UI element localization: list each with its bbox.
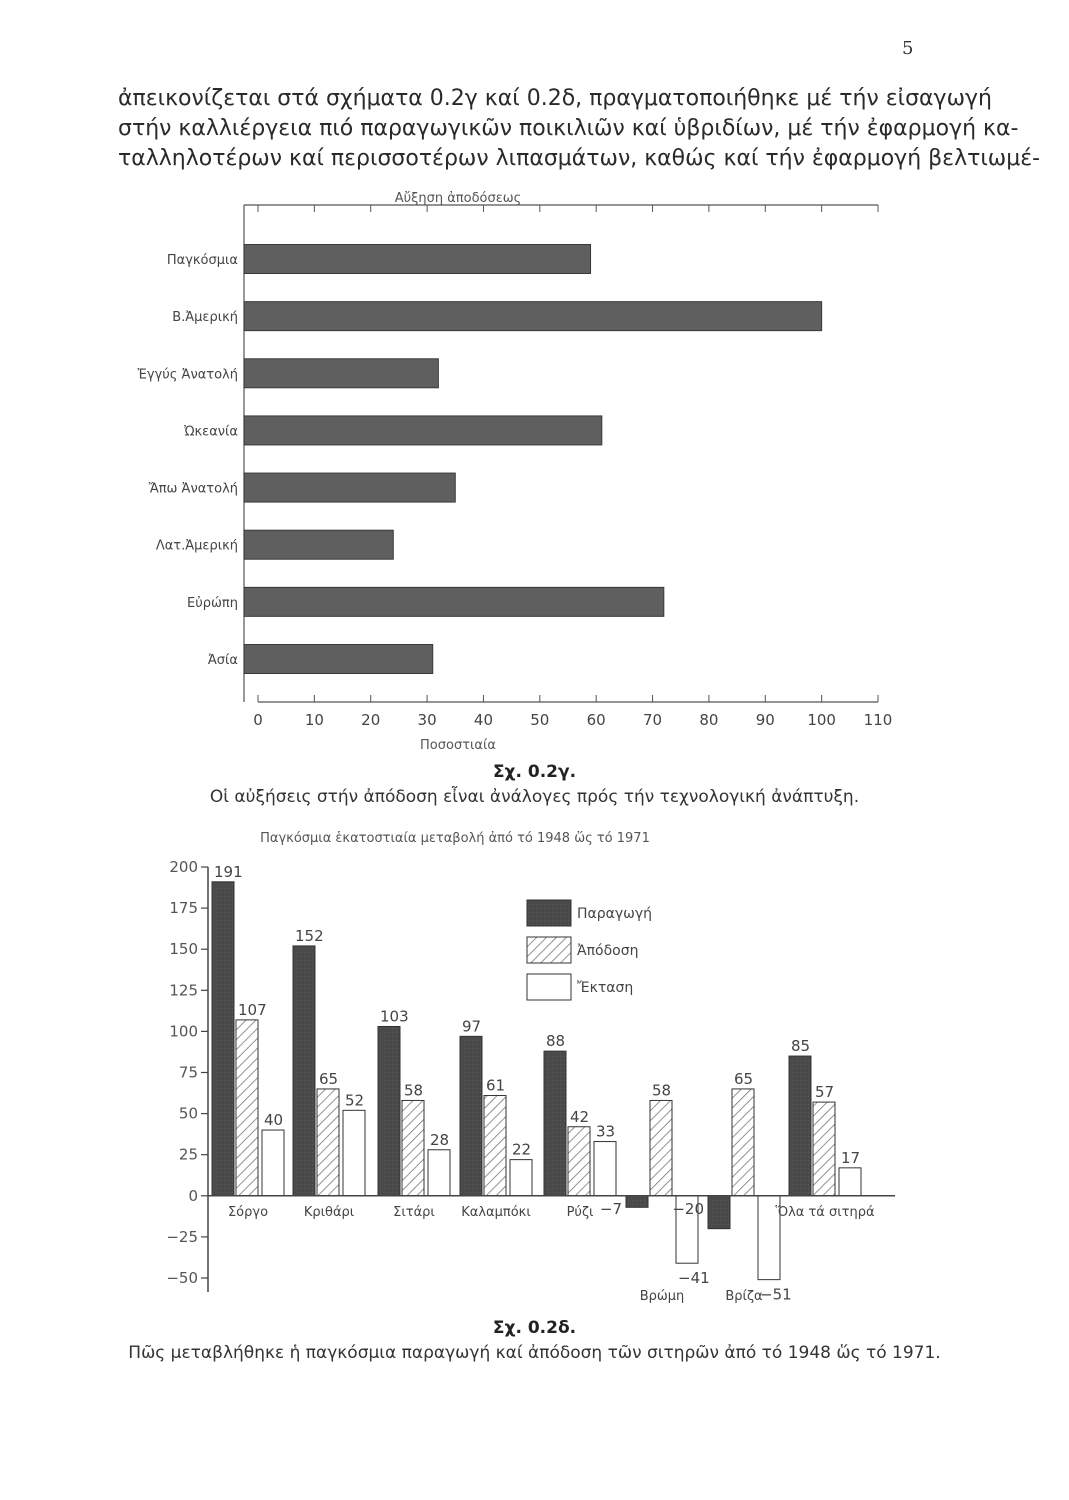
chart2-bar-yield <box>813 1102 835 1196</box>
chart2-data-label: 42 <box>570 1107 590 1126</box>
chart2-data-label: 97 <box>462 1017 482 1036</box>
chart2-bar-area <box>510 1160 532 1196</box>
chart1-tick-label: 30 <box>417 711 437 729</box>
chart2-data-label: −20 <box>672 1199 704 1218</box>
chart2-bar-production <box>212 882 234 1196</box>
chart2-data-label: 191 <box>214 862 243 881</box>
chart2-legend-swatch <box>527 900 571 926</box>
chart2-y-tick-label: 25 <box>178 1145 198 1164</box>
chart1-tick-label: 50 <box>530 711 550 729</box>
chart2-data-label: 65 <box>734 1069 754 1088</box>
chart2-y-tick-label: −25 <box>166 1227 198 1246</box>
chart2-data-label: 57 <box>815 1083 835 1102</box>
chart2-data-label: −7 <box>599 1199 622 1218</box>
chart2-bar-yield <box>568 1127 590 1196</box>
chart2-data-label: 107 <box>238 1000 267 1019</box>
chart1-bar <box>244 530 393 559</box>
chart2-legend-swatch <box>527 974 571 1000</box>
chart2-bar-yield <box>650 1100 672 1195</box>
chart2-legend-label: Ἀπόδοση <box>577 943 639 959</box>
chart2-bar-production <box>708 1196 730 1229</box>
chart2-data-label: 58 <box>652 1081 672 1100</box>
chart1-title: Αὔξηση ἀποδόσεως <box>394 191 522 206</box>
chart2-data-label: 33 <box>596 1122 616 1141</box>
chart1-tick-label: 80 <box>699 711 719 729</box>
chart2-y-tick-label: −50 <box>166 1269 198 1287</box>
chart2-data-label: 17 <box>841 1148 861 1167</box>
chart1-tick-label: 100 <box>807 711 836 729</box>
chart2-bar-area <box>428 1150 450 1196</box>
chart1-xlabel: Ποσοστιαία <box>420 738 496 753</box>
chart2-bar-production <box>460 1036 482 1195</box>
chart1-bar <box>244 302 822 331</box>
chart2-bar-yield <box>236 1020 258 1196</box>
yield-increase-chart <box>0 190 1069 753</box>
chart1-tick-label: 110 <box>863 711 893 729</box>
intro-line: ταλληλοτέρων καί περισσοτέρων λιπασμάτων, καθώς καί τήν ἐφαρμογή βελτιωμέ- <box>118 146 1041 171</box>
chart2-y-tick-label: 200 <box>169 858 198 876</box>
chart2-category-label: Καλαμπόκι <box>461 1204 531 1220</box>
grain-change-chart <box>0 820 1069 1316</box>
chart2-bar-area <box>343 1110 365 1195</box>
chart2-bar-area <box>839 1168 861 1196</box>
chart1-tick-label: 90 <box>755 711 775 729</box>
figure2-number: Σχ. 0.2δ. <box>492 1318 577 1338</box>
chart1-category-label: Ἀσία <box>207 653 238 668</box>
chart1-category-label: Β.Ἀμερική <box>172 310 238 326</box>
chart2-legend-label: Παραγωγή <box>577 906 653 922</box>
chart1-category-label: Ἐγγύς Ἀνατολή <box>137 367 238 383</box>
chart2-title: Παγκόσμια ἑκατοστιαία μεταβολή ἀπό τό 1948 ὥς τό 1971 <box>260 831 650 846</box>
chart2-bar-yield <box>484 1096 506 1196</box>
chart2-data-label: 152 <box>295 926 324 945</box>
chart2-data-label: 65 <box>319 1069 339 1088</box>
chart1-bar <box>244 359 438 388</box>
chart2-legend-swatch <box>527 937 571 963</box>
chart1-bar <box>244 245 591 274</box>
chart2-data-label: 22 <box>512 1140 532 1159</box>
chart2-bar-production <box>293 946 315 1196</box>
chart2-data-label: 28 <box>430 1130 450 1149</box>
figure1-number: Σχ. 0.2γ. <box>492 762 577 782</box>
chart2-y-tick-label: 175 <box>169 899 198 918</box>
chart2-data-label: 88 <box>546 1032 566 1051</box>
chart2-y-tick-label: 125 <box>169 981 198 1000</box>
chart2-category-label: Βρίζα <box>725 1289 763 1304</box>
chart1-tick-label: 20 <box>361 711 381 729</box>
chart1-category-label: Παγκόσμια <box>166 253 238 268</box>
chart1-bar <box>244 416 602 445</box>
chart2-bar-yield <box>402 1100 424 1195</box>
chart2-bar-production <box>378 1026 400 1195</box>
chart2-y-tick-label: 50 <box>178 1104 198 1123</box>
chart1-tick-label: 40 <box>473 711 494 729</box>
chart2-bar-yield <box>317 1089 339 1196</box>
chart1-tick-label: 0 <box>253 711 263 729</box>
chart1-category-label: Ἄπω Ἀνατολή <box>148 481 238 497</box>
chart1-category-label: Ὠκεανία <box>184 424 238 440</box>
chart2-data-label: −51 <box>760 1285 792 1304</box>
chart2-y-tick-label: 75 <box>178 1063 198 1082</box>
chart2-bar-production <box>626 1196 648 1208</box>
chart2-bar-production <box>789 1056 811 1196</box>
chart2-bar-area <box>262 1130 284 1196</box>
chart2-data-label: 85 <box>791 1037 811 1056</box>
chart2-data-label: 58 <box>404 1081 424 1100</box>
figure2-caption: Πῶς μεταβλήθηκε ἡ παγκόσμια παραγωγή καί ἀπόδοση τῶν σιτηρῶν ἀπό τό 1948 ὥς τό 1971. <box>128 1343 941 1363</box>
figure1-caption: Οἱ αὐξήσεις στήν ἀπόδοση εἶναι ἀνάλογες πρός τήν τεχνολογική ἀνάπτυξη. <box>209 787 860 807</box>
chart2-data-label: −41 <box>678 1269 710 1288</box>
chart2-y-tick-label: 150 <box>169 940 198 959</box>
chart2-category-label: Ὅλα τά σιτηρά <box>775 1204 875 1220</box>
intro-line: στήν καλλιέργεια πιό παραγωγικῶν ποικιλιῶν καί ὑβριδίων, μέ τήν ἐφαρμογή κα- <box>118 116 1019 141</box>
chart2-data-label: 103 <box>380 1007 409 1026</box>
chart2-data-label: 61 <box>486 1076 506 1095</box>
intro-line: ἀπεικονίζεται στά σχήματα 0.2γ καί 0.2δ, πραγματοποιήθηκε μέ τήν εἰσαγωγή <box>118 86 992 111</box>
chart2-bar-yield <box>732 1089 754 1196</box>
chart2-category-label: Ρύζι <box>566 1204 594 1220</box>
chart1-bar <box>244 473 455 502</box>
chart2-bar-area <box>594 1142 616 1196</box>
chart1-bar <box>244 587 664 616</box>
chart2-y-tick-label: 100 <box>169 1022 198 1041</box>
chart1-tick-label: 10 <box>304 711 324 729</box>
chart2-legend-label: Ἔκταση <box>577 980 634 996</box>
page-number: 5 <box>902 38 914 59</box>
intro-paragraph <box>118 84 1041 174</box>
chart1-bar <box>244 645 433 674</box>
chart1-category-label: Λατ.Ἀμερική <box>155 538 238 554</box>
chart2-category-label: Σόργο <box>227 1204 269 1220</box>
chart2-y-tick-label: 0 <box>188 1186 198 1205</box>
chart2-category-label: Βρώμη <box>639 1289 685 1304</box>
chart2-category-label: Σιτάρι <box>393 1204 435 1220</box>
chart1-tick-label: 60 <box>586 711 606 729</box>
chart2-data-label: 52 <box>345 1091 365 1110</box>
chart2-category-label: Κριθάρι <box>303 1204 355 1220</box>
chart1-category-label: Εὐρώπη <box>187 595 238 611</box>
chart2-bar-production <box>544 1051 566 1196</box>
chart1-tick-label: 70 <box>642 711 663 729</box>
chart2-data-label: 40 <box>264 1111 284 1130</box>
